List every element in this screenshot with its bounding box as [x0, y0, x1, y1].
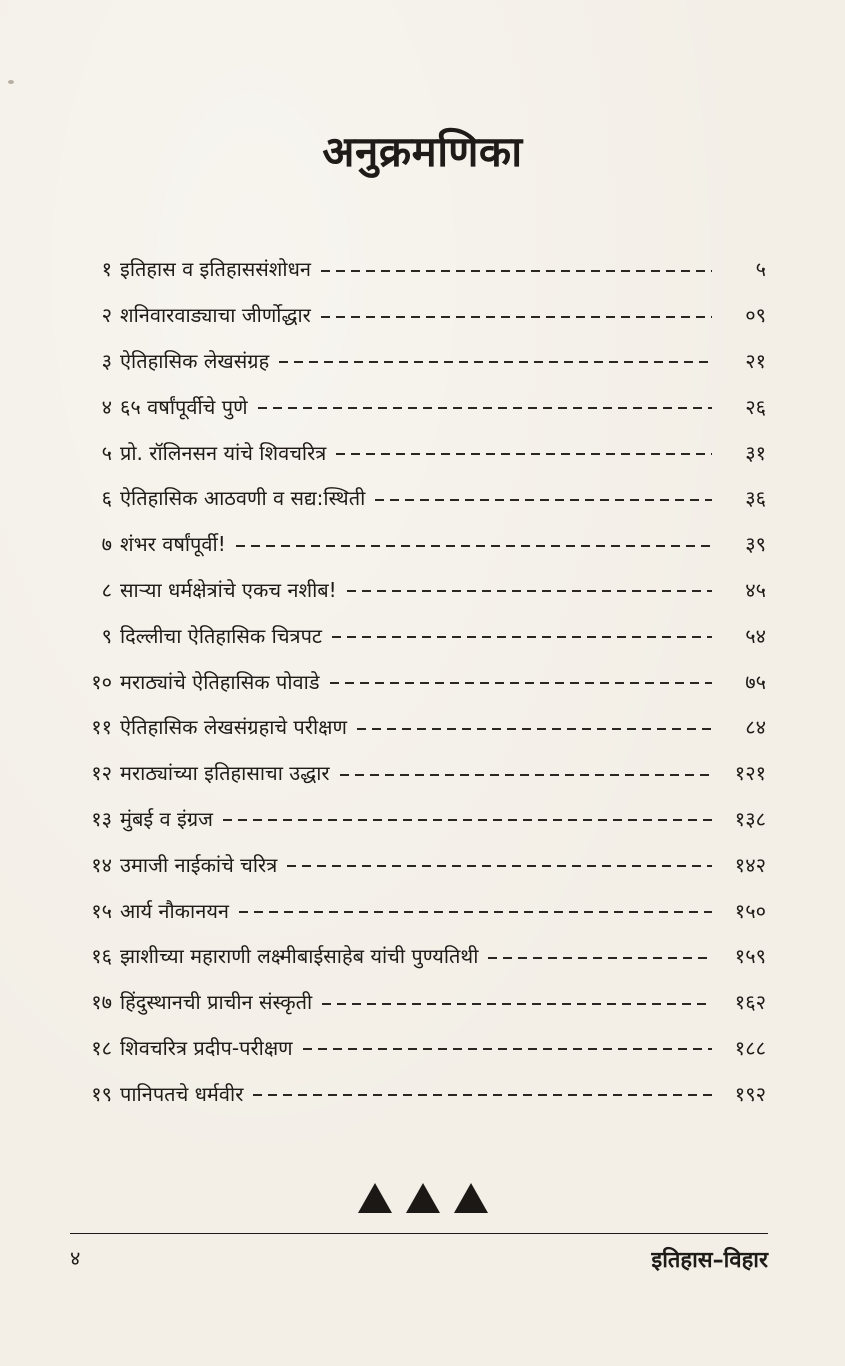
- toc-entry: [76, 292, 766, 338]
- toc-entry: [76, 887, 766, 933]
- toc-entry-page: ५: [755, 257, 766, 282]
- toc-entry-page: १५९: [734, 944, 766, 969]
- toc-entry-page: २६: [745, 394, 766, 419]
- triangle-ornament-icon: [358, 1183, 392, 1213]
- toc-entry-page: ०९: [745, 303, 766, 328]
- toc-entry-title: मराठ्यांचे ऐतिहासिक पोवाडे: [120, 669, 320, 694]
- footer-page-number: ४: [70, 1246, 81, 1270]
- toc-entry-number: ४: [101, 394, 112, 419]
- toc-entry: [76, 750, 766, 796]
- toc-entry-number: १३: [91, 806, 112, 831]
- toc-entry: [76, 933, 766, 979]
- toc-entry-page: ७५: [745, 669, 766, 694]
- toc-entry: [76, 383, 766, 429]
- toc-entry-number: १२: [91, 761, 112, 786]
- triangle-ornament: [0, 1183, 845, 1213]
- toc-entry-page: १५०: [734, 898, 766, 923]
- toc-entry-number: १८: [91, 1035, 112, 1060]
- toc-entry-page: २१: [745, 348, 766, 373]
- toc-entry: [76, 246, 766, 292]
- dotted-leader: [287, 865, 712, 867]
- toc-entry-page: १९२: [734, 1081, 766, 1106]
- toc-entry: [76, 612, 766, 658]
- toc-entry-title: ऐतिहासिक लेखसंग्रहाचे परीक्षण: [120, 715, 347, 740]
- toc-entry-title: साऱ्या धर्मक्षेत्रांचे एकच नशीब!: [120, 577, 337, 602]
- triangle-ornament-icon: [454, 1183, 488, 1213]
- toc-entry-page: ८४: [745, 715, 766, 740]
- toc-entry: [76, 338, 766, 384]
- toc-entry: [76, 567, 766, 613]
- toc-entry: [76, 704, 766, 750]
- page-title: अनुक्रमणिका: [322, 127, 523, 176]
- footer-rule: [70, 1233, 768, 1234]
- toc-entry-number: ३: [101, 348, 112, 373]
- toc-entry-number: ७: [101, 532, 112, 557]
- toc-entry: [76, 841, 766, 887]
- toc-entry-title: इतिहास व इतिहाससंशोधन: [120, 257, 311, 282]
- toc-entry: [76, 979, 766, 1025]
- dotted-leader: [488, 957, 712, 959]
- toc-entry: [76, 429, 766, 475]
- dotted-leader: [340, 774, 712, 776]
- toc-entry-number: १: [101, 257, 112, 282]
- dotted-leader: [253, 1094, 712, 1096]
- toc-entry-title: पानिपतचे धर्मवीर: [120, 1081, 244, 1106]
- toc-entry-title: आर्य नौकानयन: [120, 898, 230, 923]
- footer-book-title: इतिहास–विहार: [651, 1248, 768, 1273]
- toc-entry-number: ६: [101, 486, 112, 511]
- dotted-leader: [223, 819, 712, 821]
- toc-entry: [76, 1070, 766, 1116]
- toc-entry-title: ६५ वर्षांपूर्वीचे पुणे: [120, 394, 248, 419]
- toc-entry-page: १६२: [734, 990, 766, 1015]
- dotted-leader: [357, 728, 712, 730]
- triangle-ornament-icon: [406, 1183, 440, 1213]
- toc-entry-title: हिंदुस्थानची प्राचीन संस्कृती: [120, 990, 313, 1015]
- toc-entry-page: ५४: [745, 623, 766, 648]
- dotted-leader: [239, 911, 712, 913]
- toc-entry-page: १२१: [734, 761, 766, 786]
- toc-entry-number: १७: [91, 990, 112, 1015]
- dotted-leader: [347, 590, 712, 592]
- toc-entry-number: १०: [91, 669, 112, 694]
- dotted-leader: [375, 499, 712, 501]
- toc-entry-title: प्रो. रॉलिनसन यांचे शिवचरित्र: [120, 440, 327, 465]
- dotted-leader: [332, 636, 712, 638]
- toc-entry-title: शनिवारवाड्याचा जीर्णोद्धार: [120, 303, 311, 328]
- toc-entry-number: ५: [101, 440, 112, 465]
- dotted-leader: [258, 407, 712, 409]
- dotted-leader: [321, 270, 712, 272]
- toc-entry-page: १४२: [734, 852, 766, 877]
- dotted-leader: [279, 361, 712, 363]
- toc-entry-title: ऐतिहासिक लेखसंग्रह: [120, 348, 270, 373]
- dotted-leader: [330, 682, 712, 684]
- dotted-leader: [236, 545, 712, 547]
- toc-entry: [76, 475, 766, 521]
- toc-entry-number: ९: [101, 623, 112, 648]
- toc-entry: [76, 521, 766, 567]
- toc-entry-title: दिल्लीचा ऐतिहासिक चित्रपट: [120, 623, 323, 648]
- dotted-leader: [303, 1048, 712, 1050]
- table-of-contents: [76, 246, 766, 1116]
- toc-entry-number: १९: [91, 1081, 112, 1106]
- dotted-leader: [322, 1003, 712, 1005]
- toc-entry-number: १४: [91, 852, 112, 877]
- toc-entry-page: ३६: [745, 486, 766, 511]
- toc-entry-page: १३८: [734, 806, 766, 831]
- toc-entry-number: १६: [91, 944, 112, 969]
- toc-entry-number: ११: [91, 715, 112, 740]
- dotted-leader: [336, 453, 712, 455]
- toc-entry-title: झाशीच्या महाराणी लक्ष्मीबाईसाहेब यांची पुण्यतिथी: [120, 944, 479, 969]
- toc-entry-page: ३१: [745, 440, 766, 465]
- toc-entry-page: ३९: [745, 532, 766, 557]
- toc-entry-title: उमाजी नाईकांचे चरित्र: [120, 852, 278, 877]
- toc-entry-number: ८: [101, 577, 112, 602]
- toc-entry-page: १८८: [734, 1035, 766, 1060]
- paper-speck: [8, 80, 14, 84]
- toc-entry: [76, 658, 766, 704]
- toc-entry-title: शंभर वर्षांपूर्वी!: [120, 532, 226, 557]
- toc-entry-title: शिवचरित्र प्रदीप-परीक्षण: [120, 1035, 293, 1060]
- toc-entry-title: मराठ्यांच्या इतिहासाचा उद्धार: [120, 761, 330, 786]
- toc-entry-number: १५: [91, 898, 112, 923]
- toc-entry: [76, 1025, 766, 1071]
- toc-entry-page: ४५: [745, 577, 766, 602]
- toc-entry-number: २: [101, 303, 112, 328]
- dotted-leader: [321, 316, 712, 318]
- toc-entry: [76, 796, 766, 842]
- toc-entry-title: मुंबई व इंग्रज: [120, 806, 213, 831]
- toc-entry-title: ऐतिहासिक आठवणी व सद्य:स्थिती: [120, 486, 366, 511]
